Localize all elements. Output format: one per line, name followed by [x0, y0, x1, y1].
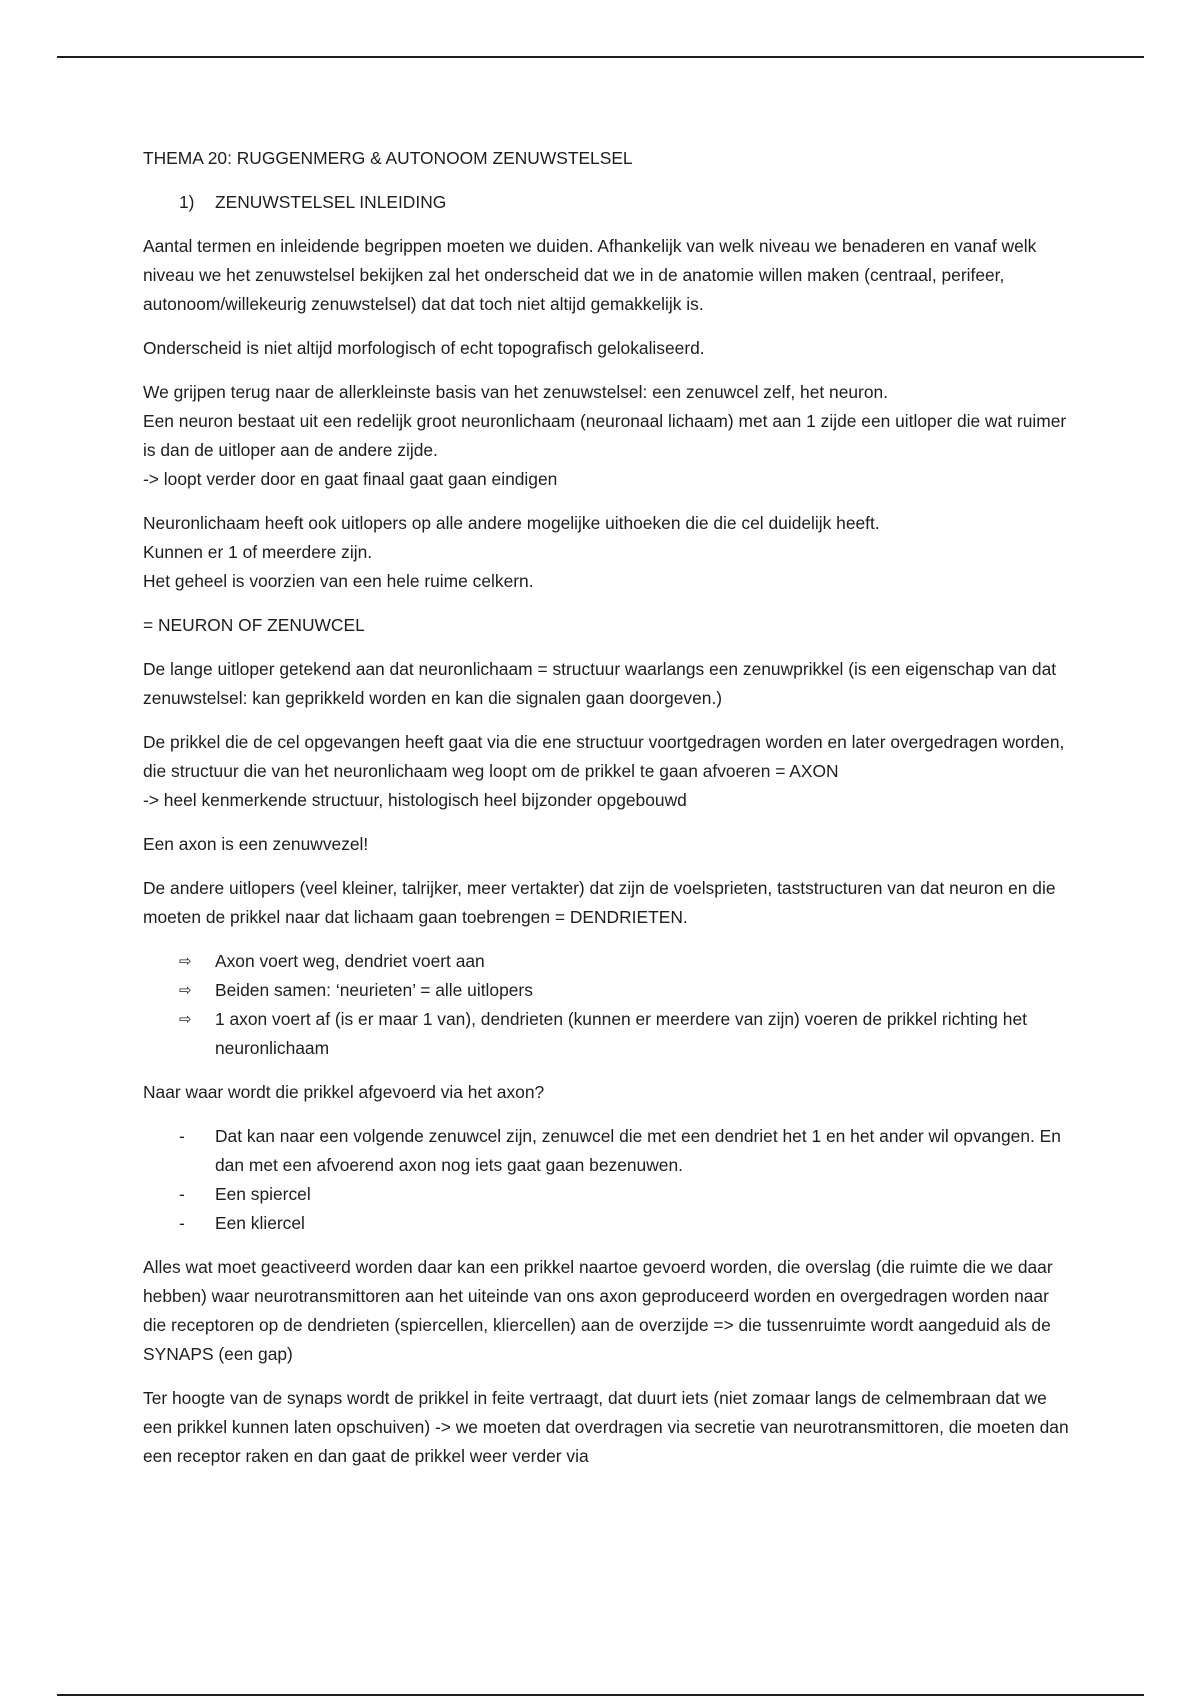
paragraph-long-process: De lange uitloper getekend aan dat neuronlichaam = structuur waarlangs een zenuwprikkel (is een eigenschap van dat zenuwstelsel: kan geprikkeld worden en kan die signalen gaan doorgeven.) — [143, 659, 1057, 708]
top-rule — [57, 56, 1144, 58]
list-item-text: 1 axon voert af (is er maar 1 van), dendrieten (kunnen er meerdere van zijn) voeren de prikkel richting het neuronlichaam — [215, 1009, 1027, 1058]
list-item-text: Beiden samen: ‘neurieten’ = alle uitlopers — [215, 980, 533, 1000]
dash-marker: - — [179, 1126, 185, 1146]
section-number: 1) — [179, 192, 195, 212]
dash-marker: - — [179, 1213, 185, 1233]
paragraph-neuron-definition: = NEURON OF ZENUWCEL — [143, 615, 365, 635]
paragraph-synapse-delay: Ter hoogte van de synaps wordt de prikkel in feite vertraagt, dat duurt iets (niet zomaar langs de celmembraan dat we een prikkel kunnen laten opschuiven) -> we moeten dat overdragen via secretie van neurotransmittoren, die moeten dan een receptor raken en dan gaat de prikkel weer verder via — [143, 1388, 1069, 1466]
paragraph-line: Neuronlichaam heeft ook uitlopers op alle andere mogelijke uithoeken die die cel duidelijk heeft. — [143, 513, 880, 533]
arrow-icon: ⇨ — [179, 1011, 192, 1028]
dash-list — [143, 1122, 1073, 1238]
paragraph-line: Het geheel is voorzien van een hele ruime celkern. — [143, 571, 534, 591]
arrow-list — [143, 947, 1073, 1063]
section-heading-text: ZENUWSTELSEL INLEIDING — [215, 192, 447, 212]
paragraph-line: De prikkel die de cel opgevangen heeft gaat via die ene structuur voortgedragen worden en later overgedragen worden, die structuur die van het neuronlichaam weg loopt om de prikkel te gaan afvoeren = AXON — [143, 732, 1065, 781]
list-item — [143, 1005, 1073, 1063]
paragraph-line: Een neuron bestaat uit een redelijk groot neuronlichaam (neuronaal lichaam) met aan 1 zijde een uitloper die wat ruimer is dan de uitloper aan de andere zijde. — [143, 411, 1067, 460]
paragraph-distinction: Onderscheid is niet altijd morfologisch of echt topografisch gelokaliseerd. — [143, 338, 705, 358]
paragraph-line: -> heel kenmerkende structuur, histologisch heel bijzonder opgebouwd — [143, 790, 687, 810]
paragraph-neuron-body — [143, 509, 1073, 596]
paragraph-dendrites: De andere uitlopers (veel kleiner, talrijker, meer vertakter) dat zijn de voelsprieten, taststructuren van dat neuron en die moeten de prikkel naar dat lichaam gaan toebrengen = DENDRIETEN. — [143, 878, 1056, 927]
paragraph-intro: Aantal termen en inleidende begrippen moeten we duiden. Afhankelijk van welk niveau we benaderen en vanaf welk niveau we het zenuwstelsel bekijken zal het onderscheid dat we in de anatomie willen maken (centraal, perifeer, autonoom/willekeurig zenuwstelsel) dat dat toch niet altijd gemakkelijk is. — [143, 236, 1037, 314]
list-item-text: Dat kan naar een volgende zenuwcel zijn, zenuwcel die met een dendriet het 1 en het ander wil opvangen. En dan met een afvoerend axon nog iets gaat gaan bezenuwen. — [215, 1126, 1061, 1175]
list-item — [143, 1180, 1073, 1209]
list-item-text: Een spiercel — [215, 1184, 311, 1204]
paragraph-axon-fiber: Een axon is een zenuwvezel! — [143, 834, 369, 854]
arrow-icon: ⇨ — [179, 982, 192, 999]
paragraph-line: Kunnen er 1 of meerdere zijn. — [143, 542, 373, 562]
list-item — [143, 947, 1073, 976]
paragraph-neuron — [143, 378, 1073, 494]
bottom-rule — [57, 1694, 1144, 1696]
paragraph-line: -> loopt verder door en gaat finaal gaat gaan eindigen — [143, 469, 558, 489]
list-item-text: Axon voert weg, dendriet voert aan — [215, 951, 485, 971]
section-heading — [143, 188, 1073, 217]
paragraph-question: Naar waar wordt die prikkel afgevoerd via het axon? — [143, 1082, 545, 1102]
arrow-icon: ⇨ — [179, 953, 192, 970]
list-item-text: Een kliercel — [215, 1213, 305, 1233]
paragraph-axon — [143, 728, 1073, 815]
list-item — [143, 976, 1073, 1005]
paragraph-synapse: Alles wat moet geactiveerd worden daar kan een prikkel naartoe gevoerd worden, die overslag (die ruimte die we daar hebben) waar neurotransmittoren aan het uiteinde van ons axon geproduceerd worden en overgedragen worden naar die receptoren op de dendrieten (spiercellen, kliercellen) aan de overzijde => die tussenruimte wordt aangeduid als de SYNAPS (een gap) — [143, 1257, 1053, 1364]
dash-marker: - — [179, 1184, 185, 1204]
list-item — [143, 1122, 1073, 1180]
document-body — [143, 144, 1073, 1471]
document-title: THEMA 20: RUGGENMERG & AUTONOOM ZENUWSTELSEL — [143, 148, 633, 168]
list-item — [143, 1209, 1073, 1238]
paragraph-line: We grijpen terug naar de allerkleinste basis van het zenuwstelsel: een zenuwcel zelf, het neuron. — [143, 382, 889, 402]
